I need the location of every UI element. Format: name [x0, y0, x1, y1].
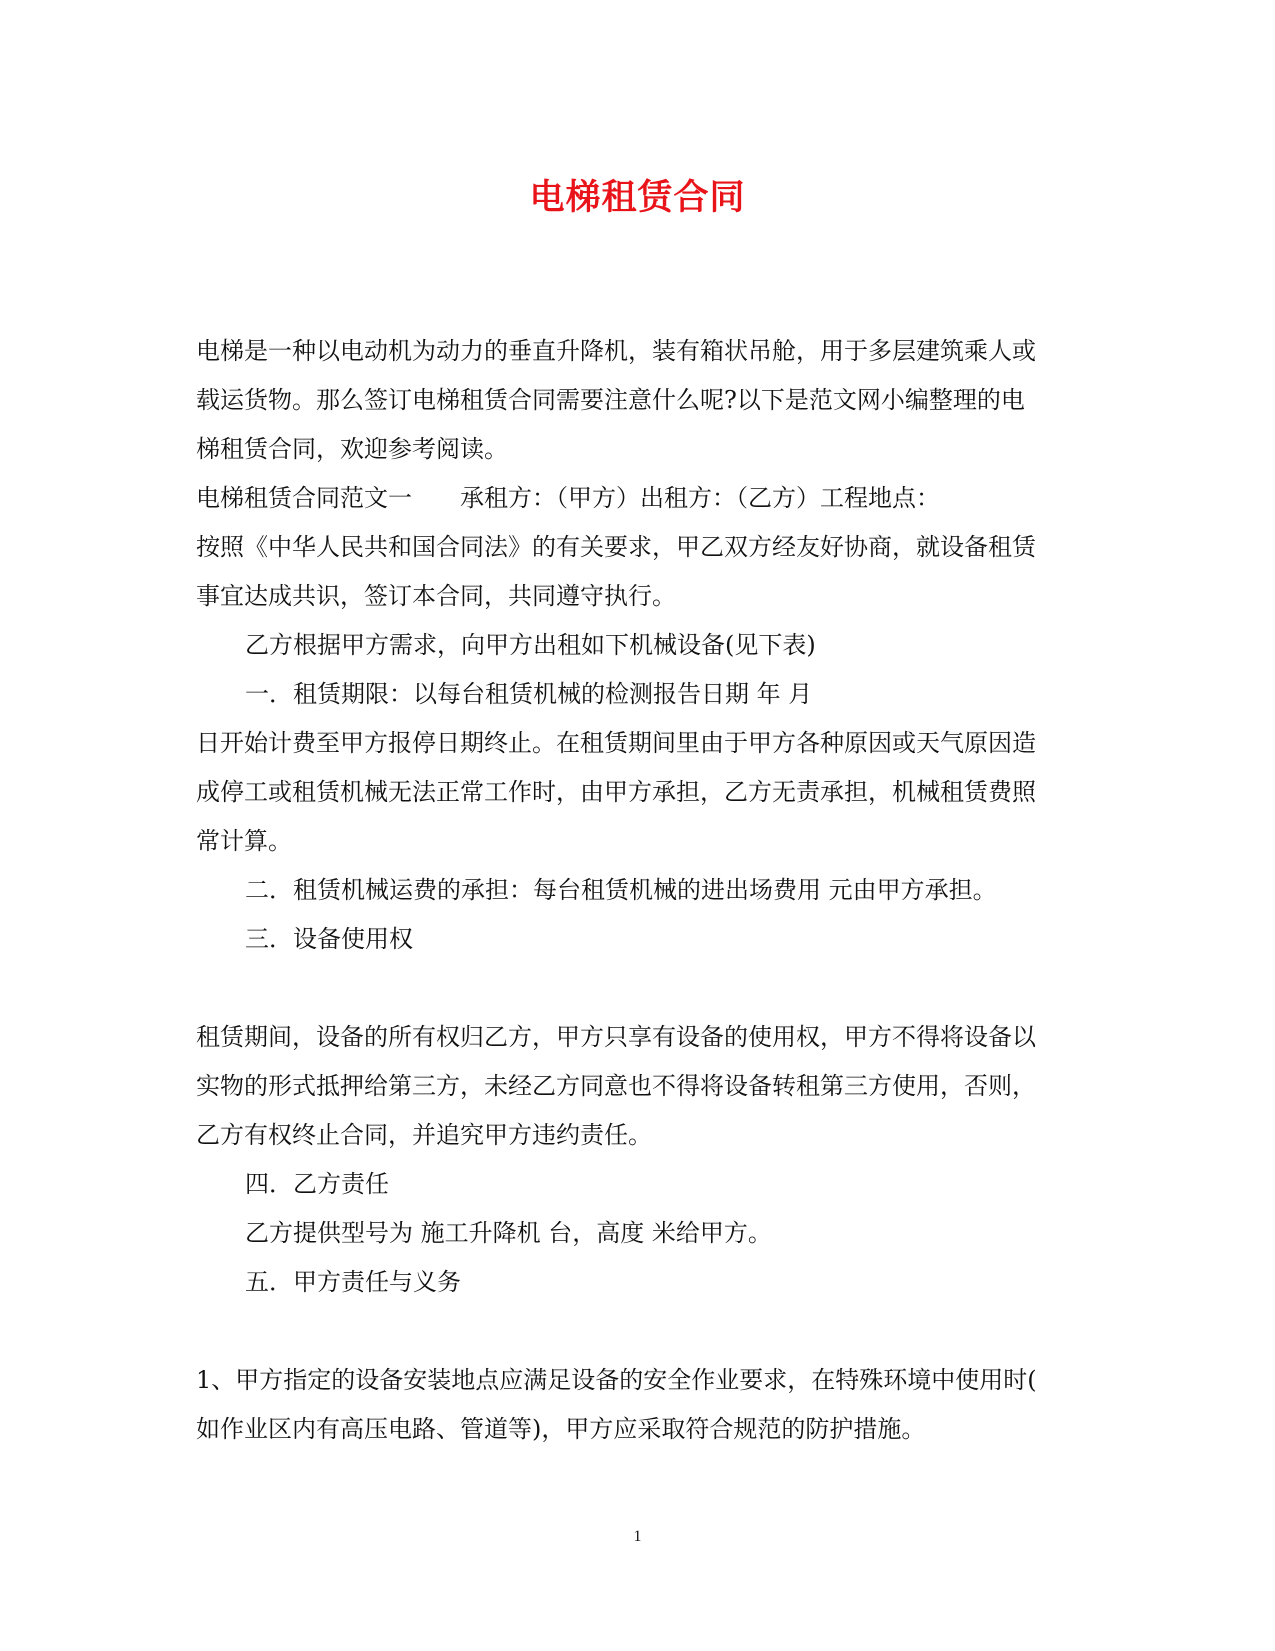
- document-body: [196, 327, 1081, 1454]
- paragraph-line: 实物的形式抵押给第三方，未经乙方同意也不得将设备转租第三方使用，否则，: [196, 1072, 1036, 1100]
- page-number: 1: [633, 1528, 642, 1545]
- paragraph-line: 三．设备使用权: [245, 925, 413, 953]
- paragraph-line: 电梯租赁合同范文一 承租方：（甲方）出租方：（乙方）工程地点：: [196, 484, 940, 512]
- paragraph-line: 乙方提供型号为 施工升降机 台，高度 米给甲方。: [245, 1219, 772, 1247]
- paragraph-line: 一．租赁期限：以每台租赁机械的检测报告日期 年 月: [245, 680, 813, 708]
- paragraph-line: 租赁期间，设备的所有权归乙方，甲方只享有设备的使用权，甲方不得将设备以: [196, 1023, 1036, 1051]
- paragraph-line: 日开始计费至甲方报停日期终止。在租赁期间里由于甲方各种原因或天气原因造: [196, 729, 1036, 757]
- blank-line: [196, 964, 1081, 1013]
- paragraph-line: 五．甲方责任与义务: [245, 1268, 461, 1296]
- paragraph-line: 1、甲方指定的设备安装地点应满足设备的安全作业要求，在特殊环境中使用时(: [196, 1366, 1037, 1394]
- paragraph-line: 如作业区内有高压电路、管道等)，甲方应采取符合规范的防护措施。: [196, 1415, 926, 1443]
- paragraph-line: 二．租赁机械运费的承担：每台租赁机械的进出场费用 元由甲方承担。: [245, 876, 997, 904]
- paragraph-line: 载运货物。那么签订电梯租赁合同需要注意什么呢?以下是范文网小编整理的电: [196, 386, 1025, 414]
- paragraph-line: 按照《中华人民共和国合同法》的有关要求，甲乙双方经友好协商，就设备租赁: [196, 533, 1036, 561]
- blank-line: [196, 1307, 1081, 1356]
- paragraph-line: 成停工或租赁机械无法正常工作时，由甲方承担，乙方无责承担，机械租赁费照: [196, 778, 1036, 806]
- paragraph-line: 常计算。: [196, 827, 292, 855]
- paragraph-line: 梯租赁合同，欢迎参考阅读。: [196, 435, 508, 463]
- paragraph-line: 乙方根据甲方需求，向甲方出租如下机械设备(见下表): [245, 631, 816, 659]
- paragraph-line: 乙方有权终止合同，并追究甲方违约责任。: [196, 1121, 652, 1149]
- document-title: 电梯租赁合同: [529, 177, 746, 218]
- paragraph-line: 四．乙方责任: [245, 1170, 389, 1198]
- paragraph-line: 电梯是一种以电动机为动力的垂直升降机，装有箱状吊舱，用于多层建筑乘人或: [196, 337, 1036, 365]
- paragraph-line: 事宜达成共识，签订本合同，共同遵守执行。: [196, 582, 676, 610]
